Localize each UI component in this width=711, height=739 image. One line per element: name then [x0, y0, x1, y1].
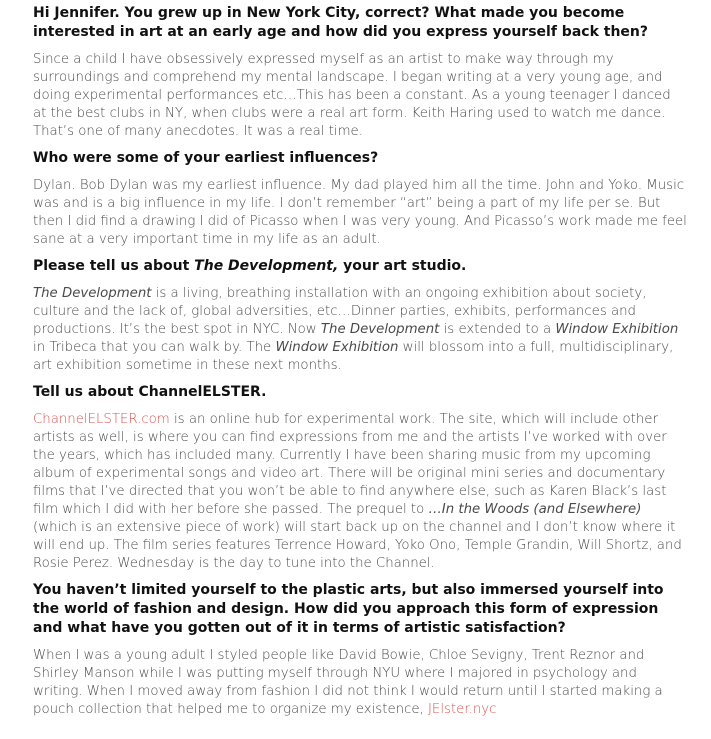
question-3-studio-name: The Development,: [194, 258, 339, 274]
question-5: You haven’t limited yourself to the plastic arts, but also immersed yourself into the world of fashion and design. How did you approach this form of expression and what have you gotten out of it in terms of artistic satisfaction?: [33, 582, 664, 636]
question-1: Hi Jennifer. You grew up in New York City, correct? What made you become interested in art at an early age and how did you express yourself back then?: [33, 5, 649, 40]
answer-3-studio-name: The Development: [320, 322, 440, 337]
answer-3-studio-name: The Development: [33, 286, 152, 301]
answer-4-film-title: …In the Woods (and Elsewhere): [428, 502, 642, 517]
question-3-text-start: Please tell us about: [33, 258, 195, 274]
question-2: Who were some of your earliest influences?: [33, 150, 379, 166]
answer-2: Dylan. Bob Dylan was my earliest influence. My dad played him all the time. John and Yoko. Music was and is a big influence in my life. I don’t remember “art” being a part of my life per se. But then I did find a drawing I did of Picasso when I was very young. And Picasso’s work made me feel sane at a very important time in my life as an adult.: [33, 178, 687, 247]
answer-3-text: in Tribeca that you can walk by. The: [33, 340, 276, 355]
answer-3-text: is a living, breathing installation with an ongoing exhibition about society, culture and the lack of, global adversities, etc…Dinner parties, exhibits, performances and productions. It’s the best spot in NYC. Now: [33, 286, 647, 337]
question-3: [33, 257, 688, 276]
answer-3-window-exhibition: Window Exhibition: [275, 340, 399, 355]
answer-5-text: When I was a young adult I styled people like David Bowie, Chloe Sevigny, Trent Reznor and Shirley Manson while I was putting myself through NYU where I majored in psychology and writing. When I moved away from fashion I did not think I would return until I started making a pouch collection that helped me to organize my existence,: [33, 648, 663, 717]
channelelster-link[interactable]: ChannelELSTER.com: [33, 412, 170, 427]
answer-4-text: is an online hub for experimental work. The site, which will include other artists as well, is where you can find expressions from me and the artists I’ve worked with over the years, which has included many. Currently I have been sharing music from my upcoming album of experimental songs and video art. There will be original mini series and documentary films that I’ve directed that you won’t be able to find anywhere else, such as Karen Black’s last film which I did with her before she passed. The prequel to: [33, 412, 667, 517]
answer-3-text: will blossom into a full, multidisciplinary, art exhibition sometime in these next months.: [33, 340, 674, 373]
answer-4-text-end: (which is an extensive piece of work) will start back up on the channel and I don’t know where it will end up. The film series features Terrence Howard, Yoko Ono, Temple Grandin, Will Shortz, and Rosie Perez. Wednesday is the day to tune into the Channel.: [33, 520, 682, 571]
question-4: Tell us about ChannelELSTER.: [33, 384, 267, 400]
answer-5: [33, 647, 688, 719]
question-3-text-end: your art studio.: [338, 258, 467, 274]
answer-3: [33, 285, 688, 375]
jelster-link[interactable]: JElster.nyc: [428, 702, 497, 717]
answer-1: Since a child I have obsessively expressed myself as an artist to make way through my surroundings and comprehend my mental landscape. I began writing at a very young age, and doing experimental performances etc…This has been a constant. As a young teenager I danced at the best clubs in NY, when clubs were a real art form. Keith Haring used to watch me dance. That’s one of many anecdotes. It was a real time.: [33, 52, 671, 139]
answer-3-window-exhibition: Window Exhibition: [555, 322, 679, 337]
interview-article: [33, 4, 688, 727]
answer-4: [33, 411, 688, 573]
answer-3-text: is extended to a: [439, 322, 556, 337]
